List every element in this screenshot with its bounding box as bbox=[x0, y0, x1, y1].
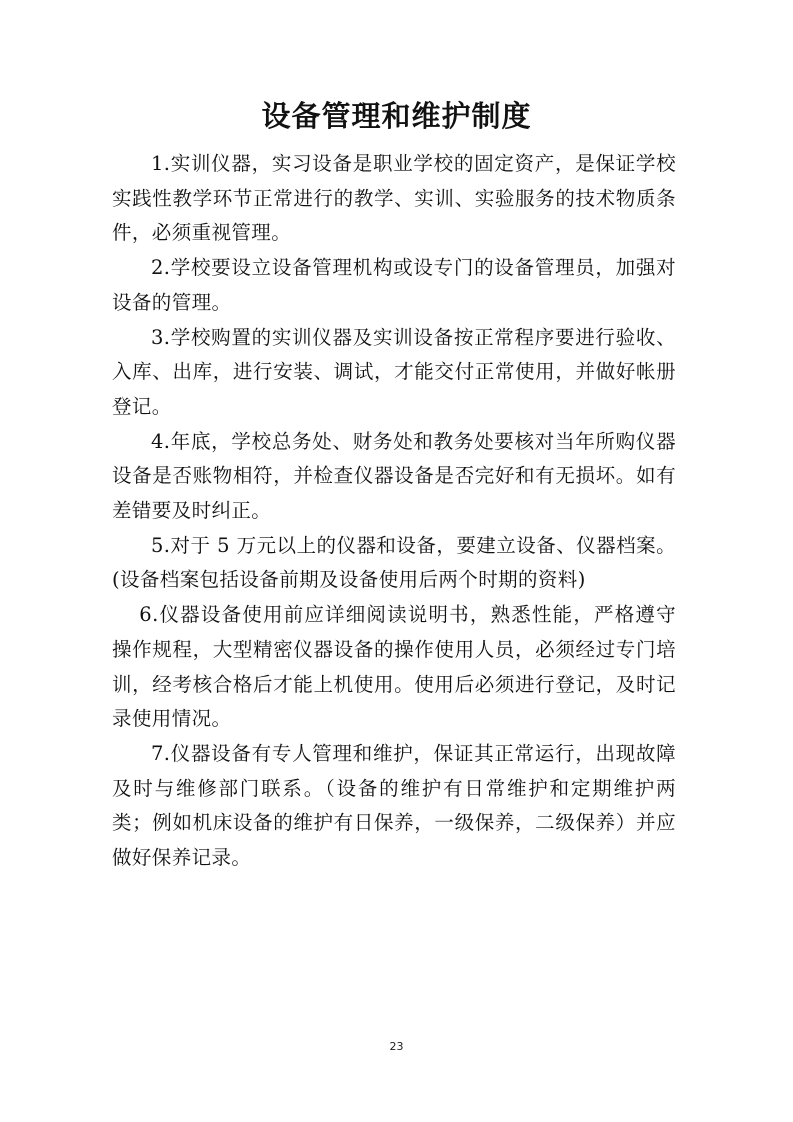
paragraph-7: 7.仪器设备有专人管理和维护，保证其正常运行，出现故障及时与维修部门联系。（设备的维护有日常维护和定期维护两类；例如机床设备的维护有日保养，一级保养，二级保养）并应做好保养记录。 bbox=[112, 741, 676, 870]
paragraph-2: 2.学校要设立设备管理机构或设专门的设备管理员，加强对设备的管理。 bbox=[112, 256, 676, 314]
paragraph-3: 3.学校购置的实训仪器及实训设备按正常程序要进行验收、入库、出库，进行安装、调试，才能交付正常使用，并做好帐册登记。 bbox=[112, 325, 676, 418]
paragraph-5: 5.对于 5 万元以上的仪器和设备，要建立设备、仪器档案。(设备档案包括设备前期及设备使用后两个时期的资料) bbox=[112, 533, 676, 592]
page-number: 23 bbox=[389, 1040, 404, 1053]
document-body bbox=[112, 147, 676, 876]
paragraph-1: 1.实训仪器，实习设备是职业学校的固定资产，是保证学校实践性教学环节正常进行的教学、实训、实验服务的技术物质条件，必须重视管理。 bbox=[112, 152, 676, 245]
paragraph-4: 4.年底，学校总务处、财务处和教务处要核对当年所购仪器设备是否账物相符，并检查仪器设备是否完好和有无损坏。如有差错要及时纠正。 bbox=[112, 429, 676, 523]
document-title: 设备管理和维护制度 bbox=[261, 99, 532, 133]
paragraph-6: 6.仪器设备使用前应详细阅读说明书，熟悉性能，严格遵守操作规程，大型精密仪器设备的操作使用人员，必须经过专门培训，经考核合格后才能上机使用。使用后必须进行登记，及时记录使用情况。 bbox=[112, 603, 676, 731]
